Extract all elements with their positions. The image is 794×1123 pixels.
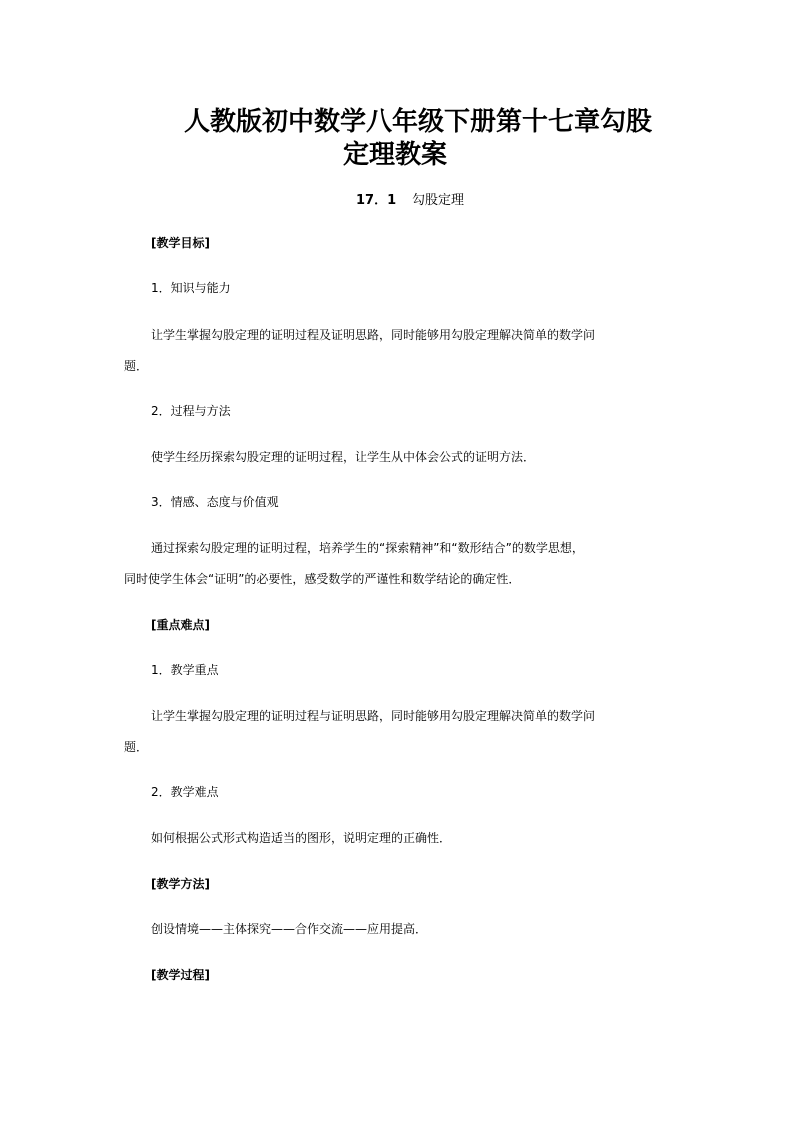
- key-points-item1-text-line2: 题．: [124, 740, 149, 754]
- methods-heading: [教学方法]: [151, 877, 210, 891]
- objectives-item1-title: 1．知识与能力: [151, 281, 231, 295]
- objectives-item3-text-line1: 通过探索勾股定理的证明过程，培养学生的“探索精神”和“数形结合”的数学思想，: [151, 541, 584, 555]
- process-heading: [教学过程]: [151, 968, 210, 982]
- key-points-item2-text: 如何根据公式形式构造适当的图形，说明定理的正确性．: [151, 831, 452, 845]
- section-number: 17．1: [356, 193, 397, 208]
- document-title-line1: 人教版初中数学八年级下册第十七章勾股: [184, 107, 653, 137]
- objectives-item2-title: 2．过程与方法: [151, 404, 231, 418]
- key-points-item2-title: 2．教学难点: [151, 785, 219, 799]
- key-points-item1-text-line1: 让学生掌握勾股定理的证明过程与证明思路，同时能够用勾股定理解决简单的数学问: [151, 709, 596, 723]
- key-points-heading: [重点难点]: [151, 618, 210, 632]
- objectives-item3-text-line2: 同时使学生体会“证明”的必要性，感受数学的严谨性和数学结论的确定性．: [124, 572, 521, 586]
- section-title: 勾股定理: [412, 193, 465, 208]
- key-points-item1-title: 1．教学重点: [151, 663, 219, 677]
- objectives-heading: [教学目标]: [151, 236, 210, 250]
- objectives-item1-text-line1: 让学生掌握勾股定理的证明过程及证明思路，同时能够用勾股定理解决简单的数学问: [151, 328, 596, 342]
- document-title-line2: 定理教案: [343, 140, 448, 170]
- objectives-item2-text: 使学生经历探索勾股定理的证明过程，让学生从中体会公式的证明方法．: [151, 450, 536, 464]
- objectives-item1-text-line2: 题．: [124, 359, 149, 373]
- methods-text: 创设情境——主体探究——合作交流——应用提高．: [151, 922, 428, 936]
- objectives-item3-title: 3．情感、态度与价值观: [151, 495, 279, 509]
